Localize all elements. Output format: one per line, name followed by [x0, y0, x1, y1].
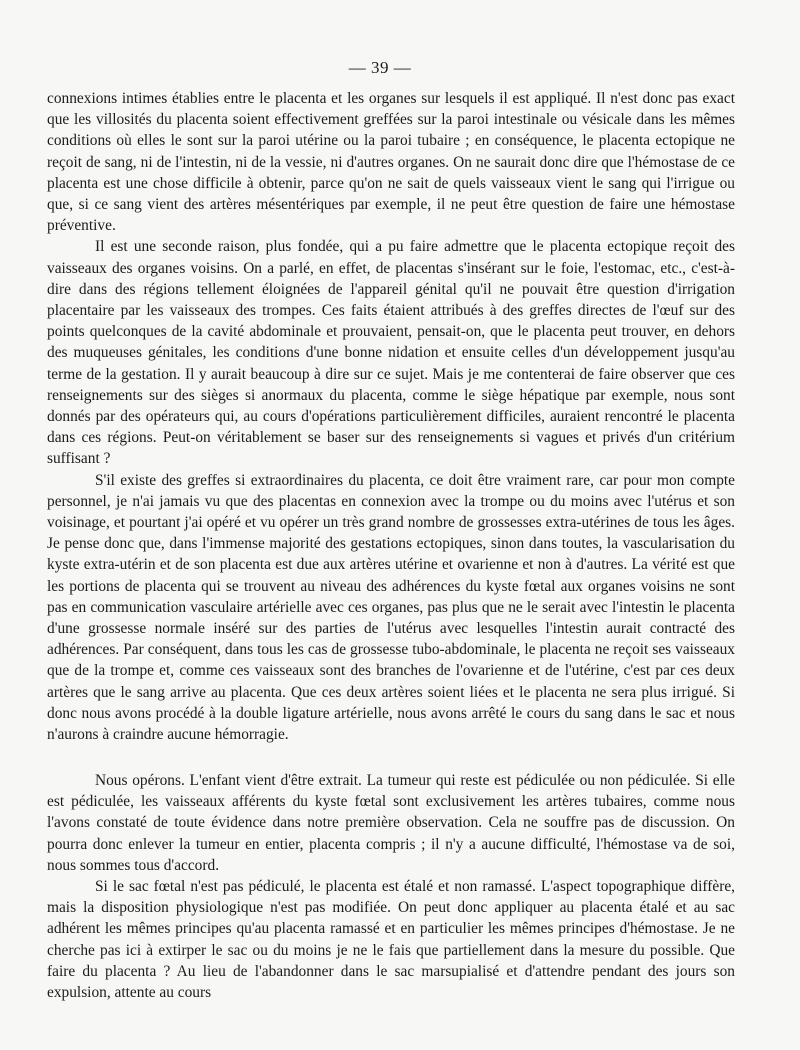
text-section-1 [47, 88, 735, 745]
paragraph-1: connexions intimes établies entre le placenta et les organes sur lesquels il est appliqué. Il n'est donc pas exact que les villosités du placenta soient effectivement greffées sur la paroi intestinale ou vésicale dans les mêmes conditions où elles le sont sur la paroi utérine ou la paroi tubaire ; en conséquence, le placenta ectopique ne reçoit de sang, ni de l'intestin, ni de la vessie, ni d'autres organes. On ne saurait donc dire que l'hémostase de ce placenta est une chose difficile à obtenir, parce qu'on ne sait de quels vaisseaux vient le sang qui l'irrigue ou que, si ce sang vient des artères mésentériques par exemple, il ne peut être question de faire une hémostase préventive. [47, 90, 735, 235]
paragraph-4: Nous opérons. L'enfant vient d'être extrait. La tumeur qui reste est pédiculée ou non pédiculée. Si elle est pédiculée, les vaisseaux afférents du kyste fœtal sont exclusivement les artères tubaires, comme nous l'avons constaté de toute évidence dans notre première observation. Cela ne souffre pas de discussion. On pourra donc enlever la tumeur en entier, placenta compris ; il n'y a aucune difficulté, l'hémostase va de soi, nous sommes tous d'accord. [47, 772, 735, 874]
text-section-2 [47, 770, 735, 1003]
paragraph-3: S'il existe des greffes si extraordinaires du placenta, ce doit être vraiment rare, car pour mon compte personnel, je n'ai jamais vu que des placentas en connexion avec la trompe ou du moins avec l'utérus et son voisinage, et pourtant j'ai opéré et vu opérer un très grand nombre de grossesses extra-utérines de tous les âges. Je pense donc que, dans l'immense majorité des gestations ectopiques, sinon dans toutes, la vascularisation du kyste extra-utérin et de son placenta est due aux artères utérine et ovarienne et non à d'autres. La vérité est que les portions de placenta qui se trouvent au niveau des adhérences du kyste fœtal aux organes voisins ne sont pas en communication vasculaire artérielle avec ces organes, pas plus que ne le serait avec l'intestin le placenta d'une grossesse normale inséré sur des parties de l'utérus avec lesquelles l'intestin aurait contracté des adhérences. Par conséquent, dans tous les cas de grossesse tubo-abdominale, le placenta ne reçoit ses vaisseaux que de la trompe et, comme ces vaisseaux sont des branches de l'ovarienne et de l'utérine, c'est par ces deux artères que le sang arrive au placenta. Que ces deux artères soient liées et le placenta ne sera plus irrigué. Si donc nous avons procédé à la double ligature artérielle, nous avons arrêté le cours du sang dans le sac et nous n'aurons à craindre aucune hémorragie. [47, 471, 735, 744]
paragraph-2: Il est une seconde raison, plus fondée, qui a pu faire admettre que le placenta ectopique reçoit des vaisseaux des organes voisins. On a parlé, en effet, de placentas s'insérant sur le foie, l'estomac, etc., c'est-à-dire dans des régions tellement éloignées de l'appareil génital qu'il ne pouvait être question d'irrigation placentaire par les vaisseaux des trompes. Ces faits étaient attribués à des greffes directes de l'œuf sur des points quelconques de la cavité abdominale et prouvaient, pensait-on, que le placenta peut trouver, en dehors des muqueuses génitales, les conditions d'une bonne nidation et ensuite celles d'un développement jusqu'au terme de la gestation. Il y aurait beaucoup à dire sur ce sujet. Mais je me contenterai de faire observer que ces renseignements sur des sièges si anormaux du placenta, comme le siège hépatique par exemple, nous sont donnés par des opérateurs qui, au cours d'opérations particulièrement difficiles, auraient rencontré le placenta dans ces régions. Peut-on véritablement se baser sur des renseignements si vagues et privés d'un critérium suffisant ? [47, 238, 735, 468]
page-number: — 39 — [348, 58, 412, 77]
paragraph-5: Si le sac fœtal n'est pas pédiculé, le placenta est étalé et non ramassé. L'aspect topographique diffère, mais la disposition physiologique n'est pas modifiée. On peut donc appliquer au placenta étalé et au sac adhérent les mêmes principes qu'au placenta ramassé et en particulier les mêmes principes d'hémostase. Je ne cherche pas ici à extirper le sac ou du moins je ne le fais que partiellement dans la mesure du possible. Que faire du placenta ? Au lieu de l'abandonner dans le sac marsupialisé et d'attendre pendant des jours son expulsion, attente au cours [47, 878, 735, 1002]
